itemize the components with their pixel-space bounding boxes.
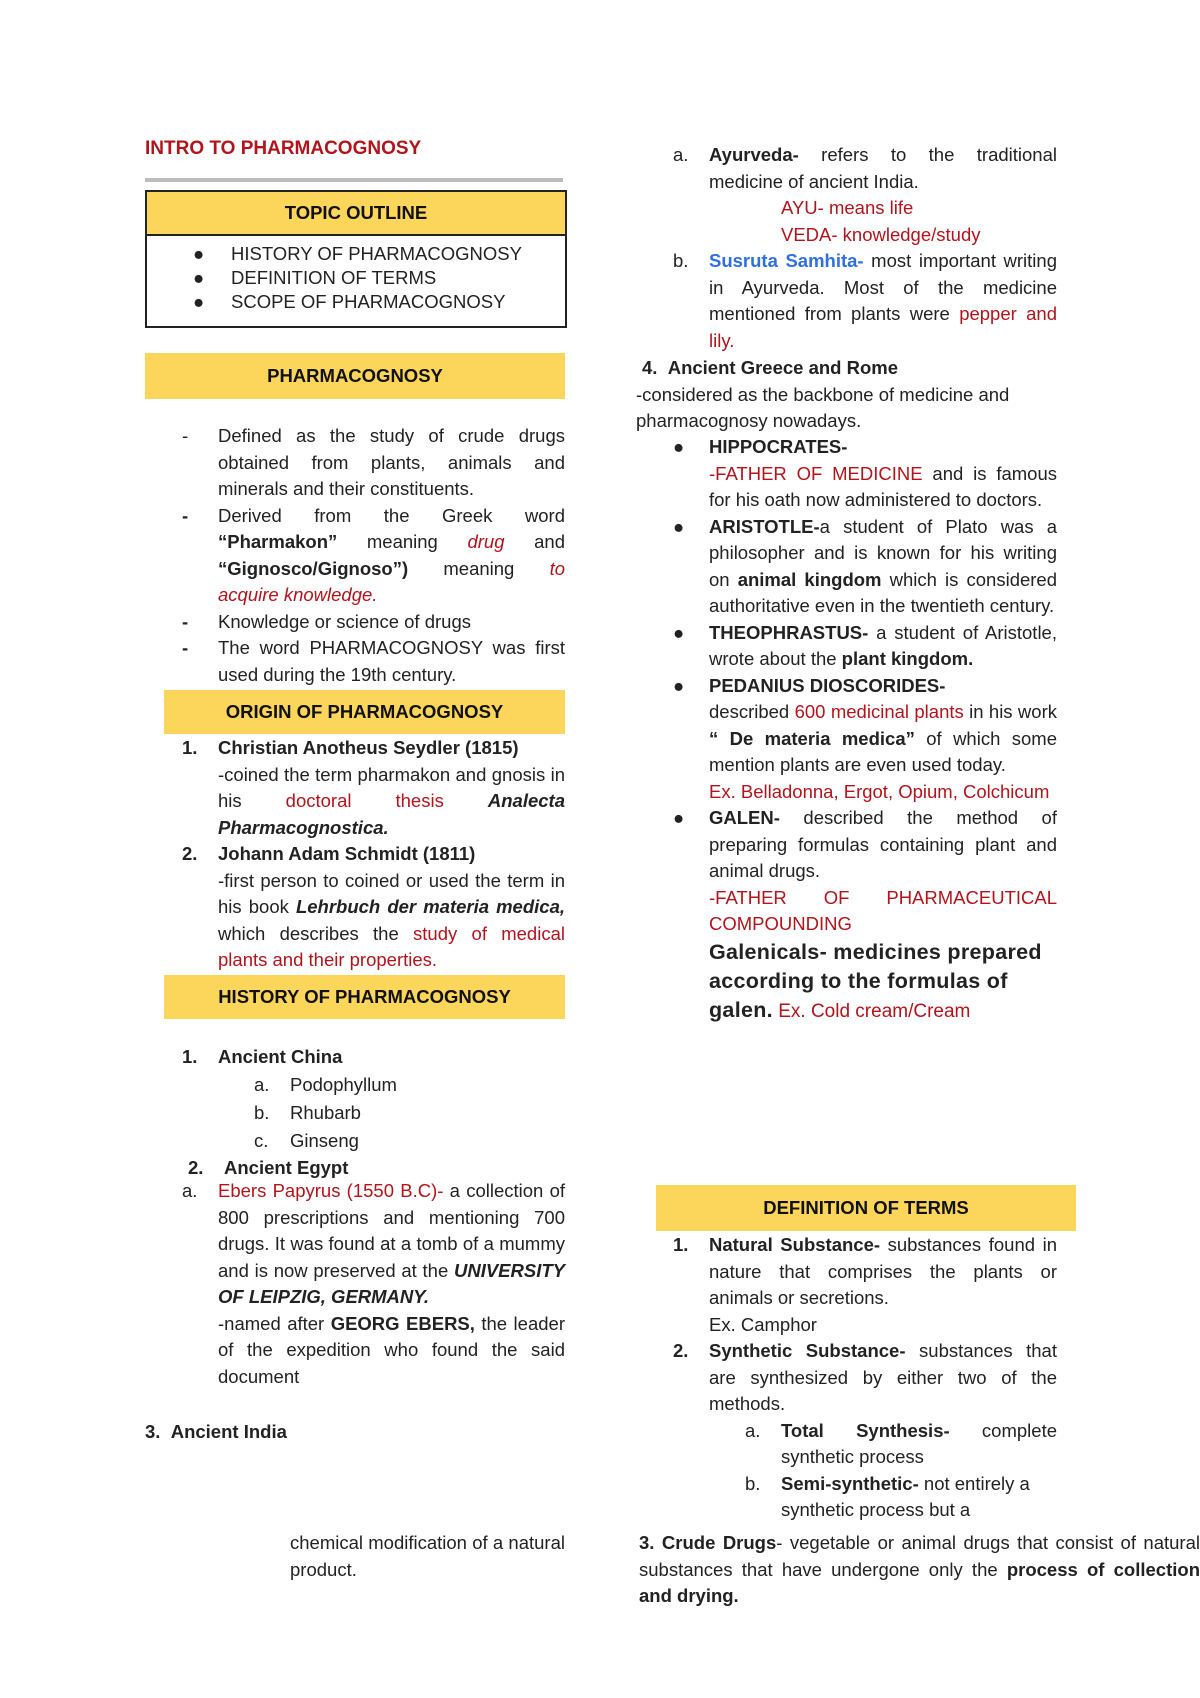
history-egypt: 2. Ancient Egypt (188, 1156, 349, 1178)
definition-natural: 1. Natural Substance- substances found in nature that comprises the plants or animals or secretions. Ex. Camphor (673, 1234, 1057, 1335)
bullet-icon: ● (673, 807, 685, 828)
definition-item: - Knowledge or science of drugs (182, 609, 565, 636)
bullet-icon: ● (673, 436, 685, 457)
definition-synthetic: 2. Synthetic Substance- substances that are synthesized by either two of the methods. a. Total Synthesis- complete synthetic process b. Semi-synthetic- not entirely a synthetic process but a (673, 1338, 1057, 1524)
bullet-icon: ● (193, 267, 205, 288)
title-divider (145, 178, 563, 182)
list-item: b. Rhubarb (254, 1101, 361, 1123)
list-item: a. Podophyllum (254, 1073, 397, 1095)
history-list (182, 1044, 565, 1181)
definition-header: DEFINITION OF TERMS (656, 1185, 1076, 1231)
bullet-icon: ● (673, 674, 685, 696)
pharmacognosy-definitions (182, 423, 565, 688)
definition-crude-drugs: 3. Crude Drugs- vegetable or animal drugs that consist of natural substances that have undergone only the process of collection and drying. (639, 1532, 1200, 1606)
bullet-icon: ● (193, 243, 205, 264)
definition-item: - The word PHARMACOGNOSY was first used during the 19th century. (182, 637, 565, 685)
galenicals: Galenicals- medicines prepared according to the formulas of galen. Ex. Cold cream/Cream (709, 939, 1042, 1022)
theophrastus-item: ● THEOPHRASTUS- a student of Aristotle, wrote about the plant kingdom. (673, 621, 1057, 669)
document-title: INTRO TO PHARMACOGNOSY (145, 138, 422, 159)
ayurveda-item: a. Ayurveda- refers to the traditional medicine of ancient India. AYU- means life VEDA- knowledge/study (673, 144, 1057, 245)
pharmacognosy-header: PHARMACOGNOSY (145, 353, 565, 399)
ebers-item: a. Ebers Papyrus (1550 B.C)- a collection of 800 prescriptions and mentioning 700 drugs. It was found at a tomb of a mummy and is now preserved at the UNIVERSITY OF LEIPZIG, GERMANY. -named after GEORG EBERS, the leader of the expedition who found the said document (182, 1180, 566, 1387)
susruta-item: b. Susruta Samhita- most important writing in Ayurveda. Most of the medicine mentioned from plants were pepper and lily. (673, 250, 1057, 351)
greece-rome-section (636, 355, 1056, 435)
dioscorides-item: ● PEDANIUS DIOSCORIDES- described 600 medicinal plants in his work “ De materia medica” of which some mention plants are even used today. Ex. Belladonna, Ergot, Opium, Colchicum (673, 674, 1057, 802)
bullet-icon: ● (673, 621, 685, 643)
dash-icon: - (182, 425, 189, 446)
definition-item: - Derived from the Greek word “Pharmakon” meaning drug and “Gignosco/Gignoso”) meaning to acquire knowledge. (182, 504, 565, 605)
history-india: 3. Ancient India (145, 1421, 287, 1442)
outline-item: ● HISTORY OF PHARMACOGNOSY (193, 243, 522, 264)
dash-icon: - (182, 637, 189, 658)
definition-list (673, 1232, 1057, 1524)
topic-outline-list (147, 236, 565, 314)
greece-heading: 4. Ancient Greece and Rome (642, 357, 899, 378)
ebers-papyrus-block (182, 1178, 565, 1390)
bullet-icon: ● (673, 515, 685, 537)
greece-figures (673, 434, 1057, 1025)
list-item: b. Semi-synthetic- not entirely a synthetic process but a (745, 1472, 1030, 1520)
bullet-icon: ● (193, 291, 205, 312)
galen-item: ● GALEN- described the method of preparing formulas containing plant and animal drugs. -FATHER OF PHARMACEUTICAL COMPOUNDING Galenicals- medicines prepared according to the formulas of galen. Ex. Cold cream/Cream (673, 805, 1057, 1025)
hippocrates-item: ● HIPPOCRATES- -FATHER OF MEDICINE and is famous for his oath now administered to doctors. (673, 436, 1057, 510)
topic-outline-box (145, 190, 567, 328)
china-items (182, 1071, 565, 1155)
origin-header: ORIGIN OF PHARMACOGNOSY (164, 690, 565, 734)
topic-outline-header: TOPIC OUTLINE (147, 192, 565, 236)
list-item: c. Ginseng (254, 1129, 359, 1151)
india-list (673, 142, 1057, 354)
origin-item: 1. Christian Anotheus Seydler (1815) -coined the term pharmakon and gnosis in his doctoral thesis Analecta Pharmacognostica. (182, 737, 565, 838)
dash-icon: - (182, 610, 189, 632)
synthetic-subitems (709, 1418, 1057, 1524)
greece-intro: -considered as the backbone of medicine and pharmacognosy nowadays. (636, 383, 1010, 431)
dash-icon: - (182, 504, 189, 526)
bottom-left-continuation: chemical modification of a natural product. (290, 1532, 565, 1580)
history-header: HISTORY OF PHARMACOGNOSY (164, 975, 565, 1019)
origin-list (182, 735, 565, 974)
definition-item: - Defined as the study of crude drugs obtained from plants, animals and minerals and their constituents. (182, 425, 565, 499)
outline-item: ● SCOPE OF PHARMACOGNOSY (193, 291, 506, 312)
history-china: 1. Ancient China (182, 1046, 343, 1067)
origin-item: 2. Johann Adam Schmidt (1811) -first person to coined or used the term in his book Lehrbuch der materia medica, which describes the study of medical plants and their properties. (182, 843, 566, 970)
list-item: a. Total Synthesis- complete synthetic process (745, 1419, 1057, 1467)
outline-item: ● DEFINITION OF TERMS (193, 267, 437, 288)
aristotle-item: ● ARISTOTLE-a student of Plato was a philosopher and is known for his writing on animal kingdom which is considered authoritative even in the twentieth century. (673, 515, 1058, 616)
